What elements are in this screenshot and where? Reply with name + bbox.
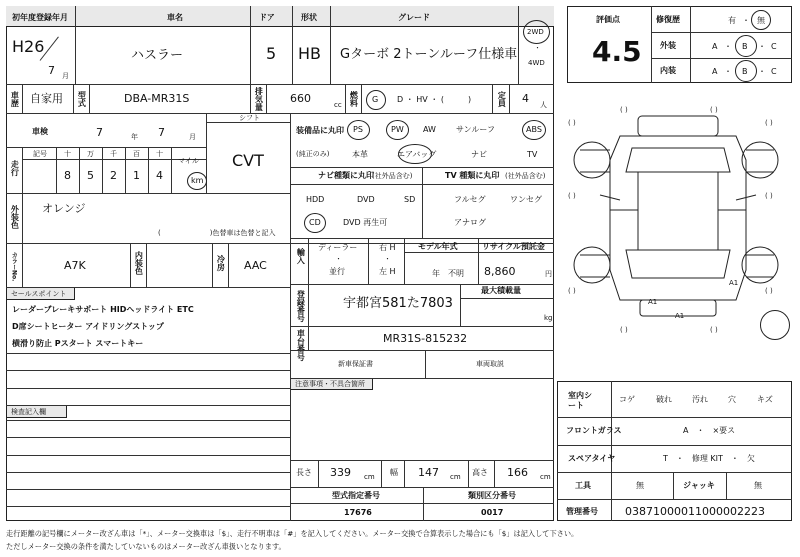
tv-note: (社外品含む): [505, 172, 546, 180]
inspection-label: 車検: [32, 127, 48, 136]
model-year-value: 年 不明: [432, 269, 464, 278]
unit-h-1: 十: [64, 150, 71, 158]
model-year-label: モデル年式: [418, 242, 458, 251]
category-label: 車歴: [10, 91, 20, 107]
unit-h-2: 万: [87, 150, 94, 158]
mgmt-label: 管理番号: [566, 507, 598, 516]
import-left: 左 H: [379, 267, 396, 276]
registration-label: 登録番号: [296, 290, 306, 322]
registration-value: 宇都宮581た7803: [343, 296, 453, 311]
inspection-year-unit: 年: [131, 133, 138, 141]
seat-burn: コゲ: [619, 395, 635, 404]
exterior-label: 外装色: [10, 205, 20, 229]
equip-airbag: エアバッグ: [397, 150, 437, 159]
score-value: 4.5: [592, 35, 642, 68]
seats-label: 定員: [497, 91, 507, 107]
max-load-label: 最大積載量: [481, 286, 521, 295]
jack-value: 無: [754, 481, 762, 490]
spare-label: スペアタイヤ: [568, 454, 616, 463]
int-dot2: ・: [758, 67, 766, 76]
mgmt-value: 03871000011000002223: [625, 505, 765, 518]
seat-dirt: 汚れ: [692, 395, 708, 404]
recycle-unit: 円: [545, 270, 552, 278]
score-label: 評価点: [596, 15, 620, 24]
first-reg-year: H26: [12, 37, 45, 56]
repair-dot: ・: [742, 16, 750, 25]
disp-label: 排気量: [254, 87, 264, 111]
car-name: ハスラー: [131, 48, 184, 63]
height-value: 166: [507, 466, 528, 479]
category-value: 自家用: [30, 92, 63, 105]
navi-sd: SD: [404, 195, 416, 204]
equip-ps: PS: [353, 125, 363, 134]
equip-tv: TV: [527, 150, 538, 159]
grade-header: グレード: [398, 13, 430, 22]
ext-a: A: [712, 42, 718, 51]
equipment-subtitle: (純正のみ): [296, 150, 330, 158]
type-value: DBA-MR31S: [124, 92, 190, 105]
navi-hdd: HDD: [306, 195, 325, 204]
diagram-marker: [760, 310, 790, 340]
car-name-header: 車名: [167, 13, 183, 22]
fuel-options: D ・ HV ・ ( ): [397, 95, 472, 104]
mileage-unit: km: [191, 176, 204, 185]
mileage-digit: 8: [64, 169, 71, 182]
type-spec-label: 型式指定番号: [332, 491, 380, 500]
displacement-value: 660: [290, 92, 311, 105]
chassis-label: 車台番号: [296, 329, 306, 361]
caution-label: 注意事項・不具合箇所: [295, 380, 365, 388]
shift-label: シフト: [239, 114, 260, 122]
height-label: 高さ: [472, 468, 488, 477]
color-change-note: ( )色替車は色替と記入: [158, 229, 276, 237]
svg-text:( ): ( ): [710, 326, 718, 334]
ext-c: C: [771, 42, 777, 51]
import-parallel: 並行: [329, 267, 345, 276]
svg-text:( ): ( ): [765, 119, 773, 127]
int-dot: ・: [724, 67, 732, 76]
length-value: 339: [330, 466, 351, 479]
tv-analog: アナログ: [454, 218, 486, 227]
fuel-label: 燃料: [349, 91, 359, 107]
svg-text:( ): ( ): [568, 287, 576, 295]
equip-navi: ナビ: [471, 150, 487, 159]
ac-label: 冷房: [216, 255, 226, 271]
seat-hole: 穴: [728, 395, 736, 404]
inspector-label: 検査記入欄: [11, 408, 46, 416]
svg-text:( ): ( ): [765, 287, 773, 295]
mileage-digit: 2: [110, 169, 117, 182]
width-label: 幅: [390, 468, 398, 477]
first-reg-month: 7: [48, 64, 55, 77]
width-value: 147: [418, 466, 439, 479]
inspection-month: 7: [158, 126, 165, 139]
height-unit: cm: [540, 473, 551, 481]
ext-b: B: [742, 42, 748, 51]
int-label: 内装: [660, 66, 676, 75]
navi-note: (社外品含む): [372, 172, 413, 180]
length-label: 長さ: [296, 468, 312, 477]
class-value: 0017: [481, 508, 504, 517]
jack-label: ジャッキ: [683, 481, 715, 490]
doors-value: 5: [266, 44, 277, 63]
tools-label: 工具: [575, 481, 591, 490]
repair-no: 無: [757, 16, 765, 25]
type-label: 型式: [77, 91, 87, 107]
navi-cd: CD: [309, 218, 321, 227]
ac-value: AAC: [244, 259, 267, 272]
equip-leather: 本革: [352, 150, 368, 159]
spare-value: T ・ 修理 KIT ・ 欠: [663, 454, 755, 463]
recycle-label: リサイクル預託金: [482, 242, 545, 251]
shape-value: HB: [298, 44, 322, 63]
int-b: B: [742, 67, 748, 76]
ext-label: 外装: [660, 41, 676, 50]
svg-text:( ): ( ): [765, 192, 773, 200]
navi-title: ナビ種類に丸印: [318, 171, 374, 180]
ext-dot2: ・: [758, 42, 766, 51]
import-label: 輸入: [296, 248, 306, 264]
import-dealer: ディーラー: [318, 243, 358, 252]
svg-text:( ): ( ): [568, 192, 576, 200]
grade-value: Gターボ 2トーンルーフ仕様車: [340, 47, 518, 62]
first-reg-month-unit: 月: [62, 72, 69, 80]
color-no-value: A7K: [64, 259, 86, 272]
ext-dot: ・: [724, 42, 732, 51]
header-row: [6, 6, 554, 27]
footer-note-1: 走行距離の記号欄にメーター改ざん車は「*」、メーター交換車は「$」、走行不明車は「#」を記入してください。メーター交換で合算表示した場合にも「$」は記入して下さい。: [6, 529, 579, 538]
seat-tear: 破れ: [656, 395, 672, 404]
sales-point-line: 横滑り防止 Pスタート スマートキー: [12, 339, 144, 348]
windshield-label: フロントガラス: [566, 426, 622, 435]
equip-aw: AW: [423, 125, 436, 134]
navi-dvd-play: DVD 再生可: [343, 218, 388, 227]
drive-4wd: 4WD: [528, 59, 545, 67]
sales-point-line: D席シートヒーター アイドリングストップ: [12, 322, 164, 331]
tools-value: 無: [636, 481, 644, 490]
svg-text:( ): ( ): [620, 326, 628, 334]
mileage-sym-label: 記号: [33, 150, 47, 158]
drive-2wd: 2WD: [527, 28, 544, 36]
seats-unit: 人: [540, 101, 547, 109]
chassis-value: MR31S-815232: [383, 332, 468, 345]
unit-h-5: 十: [156, 150, 163, 158]
load-unit: kg: [544, 314, 553, 322]
mileage-digit: 4: [156, 169, 163, 182]
class-label: 類別区分番号: [468, 491, 516, 500]
doors-header: ドア: [259, 13, 275, 22]
inspection-month-unit: 月: [189, 133, 196, 141]
width-unit: cm: [450, 473, 461, 481]
shape-header: 形状: [301, 13, 317, 22]
exterior-color: オレンジ: [42, 202, 86, 215]
recycle-value: 8,860: [484, 265, 516, 278]
mileage-label: 走行: [10, 160, 20, 176]
seats-value: 4: [522, 92, 529, 105]
sales-point-line: レーダーブレーキサポート HIDヘッドライト ETC: [12, 305, 194, 314]
navi-dvd: DVD: [357, 195, 375, 204]
vehicle-manual: 車両取説: [476, 360, 504, 368]
unit-h-mile: マイル: [178, 157, 199, 165]
color-no-label: カラーNo.: [10, 252, 18, 282]
equipment-title: 装備品に丸印: [296, 126, 344, 135]
int-c: C: [771, 67, 777, 76]
equip-abs: ABS: [526, 125, 542, 134]
tv-fullseg: フルセグ: [454, 195, 486, 204]
length-unit: cm: [364, 473, 375, 481]
unit-h-4: 百: [133, 150, 140, 158]
first-reg-header: 初年度登録年月: [12, 13, 68, 22]
new-car-warranty: 新車保証書: [338, 360, 373, 368]
repair-label: 修復歴: [656, 15, 680, 24]
windshield-value: A ・ ×要ス: [683, 426, 736, 435]
equip-sunroof: サンルーフ: [456, 125, 495, 134]
diagram-label-a1: A1: [675, 312, 685, 320]
unit-h-3: 千: [110, 150, 117, 158]
tv-oneseg: ワンセグ: [510, 195, 542, 204]
svg-text:( ): ( ): [620, 106, 628, 114]
equip-pw: PW: [391, 125, 404, 134]
fuel-g: G: [372, 95, 379, 104]
mileage-digit: 5: [87, 169, 94, 182]
sales-points-label: セールスポイント: [11, 290, 67, 298]
int-a: A: [712, 67, 718, 76]
disp-unit: cc: [334, 101, 342, 109]
mileage-digit: 1: [133, 169, 140, 182]
repair-yes: 有: [728, 16, 736, 25]
diagram-label-a1: A1: [648, 298, 658, 306]
seat-scratch: キズ: [757, 395, 773, 404]
tv-title: TV 種類に丸印: [445, 171, 500, 180]
interior-color-label: 内装色: [134, 251, 144, 275]
shift-value: CVT: [232, 151, 264, 170]
inspection-year: 7: [96, 126, 103, 139]
svg-text:( ): ( ): [568, 119, 576, 127]
footer-note-2: ただしメーター交換の条件を満たしていないものはメーター改ざん車扱いとなります。: [6, 542, 286, 551]
seat-label: 室内シート: [568, 391, 592, 410]
import-right: 右 H: [379, 243, 396, 252]
type-spec-value: 17676: [344, 508, 372, 517]
diagram-label-a1: A1: [729, 279, 739, 287]
svg-text:( ): ( ): [710, 106, 718, 114]
